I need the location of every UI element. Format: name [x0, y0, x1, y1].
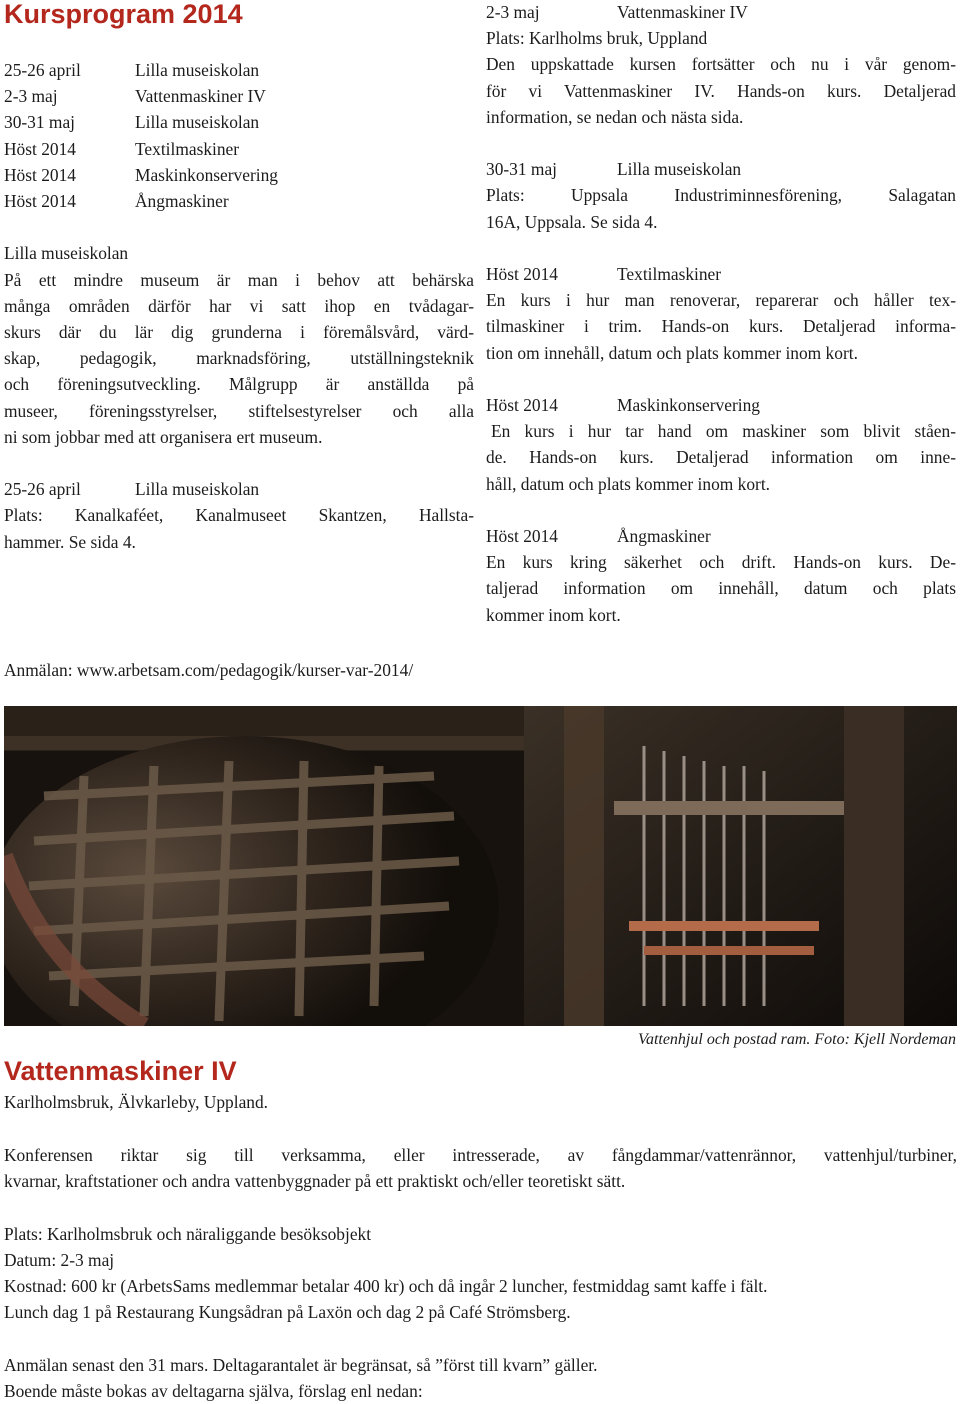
text-line: de. Hands-on kurs. Detaljerad information om inne-: [486, 447, 956, 468]
section-title: Vattenmaskiner IV: [4, 1056, 237, 1086]
text-line: många områden därför har vi satt ihop en tvådagar-: [4, 295, 474, 316]
text-line: ni som jobbar med att organisera ert museum.: [4, 426, 323, 447]
detail-date: Datum: 2-3 maj: [4, 1249, 115, 1270]
schedule-course: Ångmaskiner: [135, 191, 229, 212]
text-line: Anmälan senast den 31 mars. Deltagarantalet är begränsat, så ”först till kvarn” gäller.: [4, 1354, 598, 1375]
text-line: 16A, Uppsala. Se sida 4.: [486, 211, 658, 232]
schedule-list: [4, 57, 474, 214]
event-header: [4, 476, 474, 502]
course-date: 2-3 maj: [486, 2, 540, 22]
section-body: [4, 1142, 957, 1404]
text-line: skap, pedagogik, marknadsföring, utställningsteknik: [4, 348, 474, 369]
course-block: [486, 392, 956, 497]
section-subtitle: Karlholmsbruk, Älvkarleby, Uppland.: [4, 1092, 269, 1112]
course-date: Höst 2014: [486, 395, 558, 415]
text-line: En kurs i hur man renoverar, reparerar och håller tex-: [486, 290, 956, 311]
course-block: [486, 523, 956, 628]
schedule-row: [4, 109, 474, 135]
event-date: 25-26 april: [4, 479, 81, 500]
course-header: [486, 523, 956, 549]
course-name: Ångmaskiner: [617, 526, 711, 546]
signup-link[interactable]: Anmälan: www.arbetsam.com/pedagogik/kurser-var-2014/: [4, 660, 414, 680]
text-line: taljerad information om innehåll, datum och plats: [486, 578, 956, 599]
detail-lunch: Lunch dag 1 på Restaurang Kungsådran på Laxön och dag 2 på Café Strömsberg.: [4, 1302, 571, 1323]
schedule-date: Höst 2014: [4, 191, 76, 212]
schedule-course: Maskinkonservering: [135, 164, 278, 185]
text-line: Plats: Kanalkaféet, Kanalmuseet Skantzen, Hallsta-: [4, 505, 474, 526]
text-line: tion om innehåll, datum och plats kommer inom kort.: [486, 342, 858, 363]
course-block: [486, 261, 956, 366]
schedule-course: Lilla museiskolan: [135, 112, 260, 133]
schedule-date: Höst 2014: [4, 164, 76, 185]
course-header: [486, 261, 956, 287]
course-date: 30-31 maj: [486, 159, 557, 180]
text-line: skurs där du lär dig grunderna i föremålsvård, värd-: [4, 322, 474, 343]
course-name: Textilmaskiner: [617, 264, 722, 284]
text-line: kvarnar, kraftstationer och andra vattenbyggnader på ett praktiskt och/eller teoretiskt sätt.: [4, 1171, 626, 1192]
schedule-row: [4, 83, 474, 109]
course-name: Lilla museiskolan: [617, 159, 742, 180]
course-block: [486, 0, 956, 130]
text-line: hammer. Se sida 4.: [4, 531, 136, 552]
course-name: Vattenmaskiner IV: [617, 2, 748, 22]
text-line: och föreningsutveckling. Målgrupp är anställda på: [4, 374, 474, 395]
schedule-row: [4, 136, 474, 162]
schedule-course: Vattenmaskiner IV: [135, 86, 266, 107]
detail-place: Plats: Karlholmsbruk och näraliggande besöksobjekt: [4, 1223, 372, 1244]
course-name: Maskinkonservering: [617, 395, 760, 415]
course-date: Höst 2014: [486, 526, 558, 546]
schedule-date: 30-31 maj: [4, 112, 75, 133]
text-line: Boende måste bokas av deltagarna själva, förslag enl nedan:: [4, 1380, 423, 1401]
course-header: [486, 0, 956, 25]
schedule-date: 25-26 april: [4, 60, 81, 80]
course-date: Höst 2014: [486, 264, 558, 284]
lilla-heading: Lilla museiskolan: [4, 243, 129, 264]
detail-cost: Kostnad: 600 kr (ArbetsSams medlemmar betalar 400 kr) och då ingår 2 luncher, festmiddag samt kaffe i fält.: [4, 1276, 768, 1296]
text-line: Den uppskattade kursen fortsätter och nu i vår genom-: [486, 54, 956, 75]
photo-caption: Vattenhjul och postad ram. Foto: Kjell Nordeman: [637, 1031, 956, 1048]
page-title: Kursprogram 2014: [4, 0, 243, 29]
course-header: [486, 156, 956, 182]
text-line: håll, datum och plats kommer inom kort.: [486, 473, 770, 494]
water-wheel-photo: [4, 706, 957, 1026]
schedule-row: [4, 188, 474, 214]
text-line: museer, föreningsstyrelser, stiftelsestyrelser och alla: [4, 400, 474, 421]
text-line: information, se nedan och nästa sida.: [486, 106, 744, 127]
text-line: tilmaskiner i trim. Hands-on kurs. Detaljerad informa-: [486, 316, 956, 337]
right-column: [486, 0, 956, 628]
lilla-description: [4, 267, 474, 450]
course-block: [486, 156, 956, 235]
text-line: kommer inom kort.: [486, 604, 621, 625]
schedule-course: Textilmaskiner: [135, 138, 240, 159]
text-line: En kurs kring säkerhet och drift. Hands-on kurs. De-: [486, 552, 956, 573]
schedule-row: [4, 57, 474, 83]
text-line: På ett mindre museum är man i behov att behärska: [4, 269, 474, 290]
text-line: Konferensen riktar sig till verksamma, eller intresserade, av fångdammar/vattenrännor, vattenhjul/turbiner,: [4, 1145, 957, 1165]
course-header: [486, 392, 956, 418]
left-column: [4, 57, 474, 555]
text-line: Plats: Karlholms bruk, Uppland: [486, 28, 708, 49]
schedule-date: 2-3 maj: [4, 86, 58, 107]
event-name: Lilla museiskolan: [135, 479, 260, 500]
text-line: Plats: Uppsala Industriminnesförening, Salagatan: [486, 185, 956, 206]
text-line: En kurs i hur tar hand om maskiner som blivit ståen-: [491, 421, 956, 442]
schedule-course: Lilla museiskolan: [135, 60, 260, 80]
text-line: för vi Vattenmaskiner IV. Hands-on kurs. Detaljerad: [486, 80, 956, 101]
schedule-date: Höst 2014: [4, 138, 76, 159]
schedule-row: [4, 162, 474, 188]
